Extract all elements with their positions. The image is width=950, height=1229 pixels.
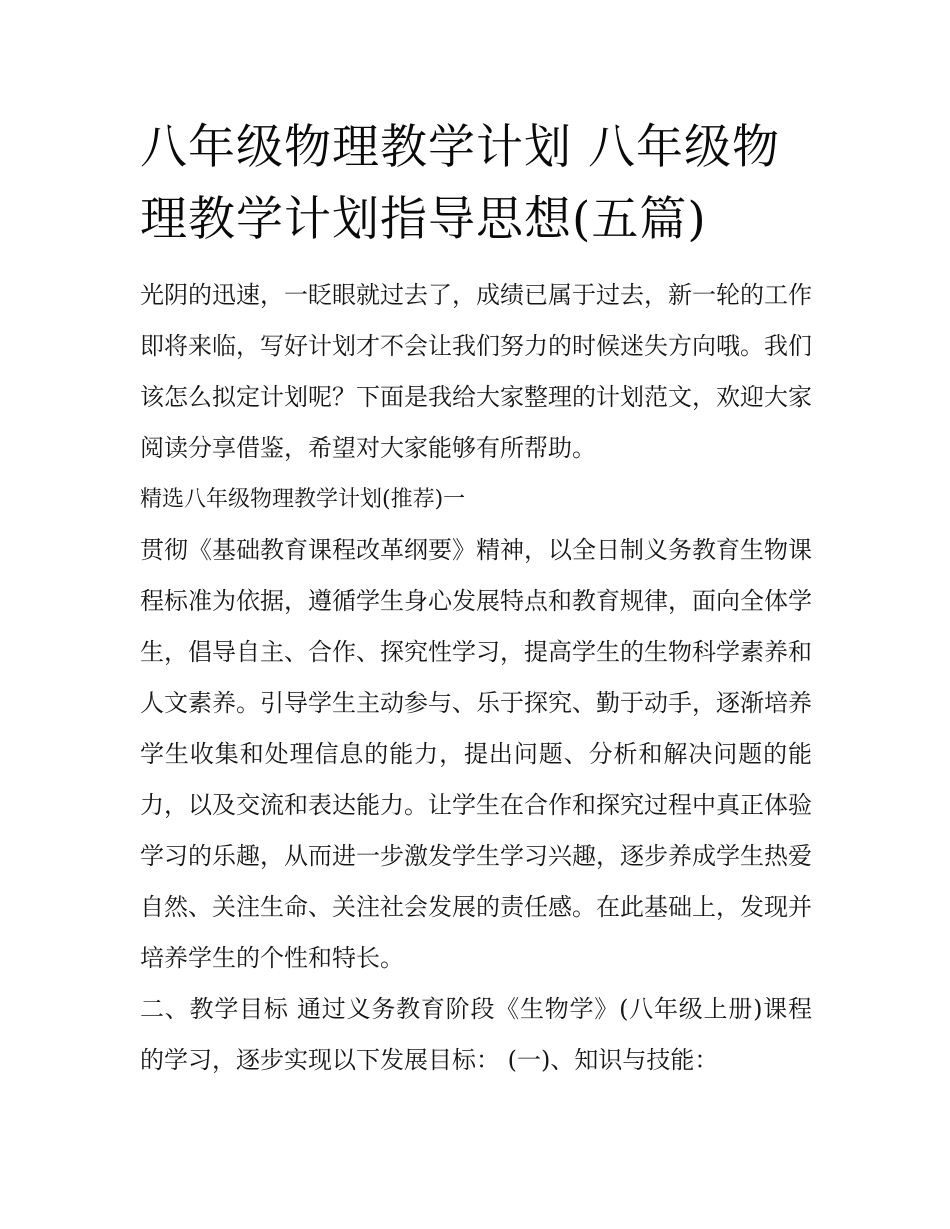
section-heading: 精选八年级物理教学计划(推荐)一 [140,487,466,512]
guiding-ideas-paragraph: 贯彻《基础教育课程改革纲要》精神，以全日制义务教育生物课程标准为依据，遵循学生身心发展特点和教育规律，面向全体学生，倡导自主、合作、探究性学习，提高学生的生物科学素养和人文素养。引导学生主动参与、乐于探究、勤于动手，逐渐培养学生收集和处理信息的能力，提出问题、分析和解决问题的能力，以及交流和表达能力。让学生在合作和探究过程中真正体验学习的乐趣，从而进一步激发学生学习兴趣，逐步养成学生热爱自然、关注生命、关注社会发展的责任感。在此基础上，发现并培养学生的个性和特长。 [140,536,812,972]
intro-paragraph: 光阴的迅速，一眨眼就过去了，成绩已属于过去，新一轮的工作即将来临，写好计划才不会让我们努力的时候迷失方向哦。我们该怎么拟定计划呢？下面是我给大家整理的计划范文，欢迎大家阅读分享借鉴，希望对大家能够有所帮助。 [140,281,812,462]
document-body [140,112,812,1086]
teaching-goals-paragraph: 二、教学目标 通过义务教育阶段《生物学》(八年级上册)课程的学习，逐步实现以下发展目标： (一)、知识与技能： [140,995,812,1074]
paragraph-list [140,270,812,1086]
document-title: 八年级物理教学计划 八年级物理教学计划指导思想(五篇) [140,120,780,247]
